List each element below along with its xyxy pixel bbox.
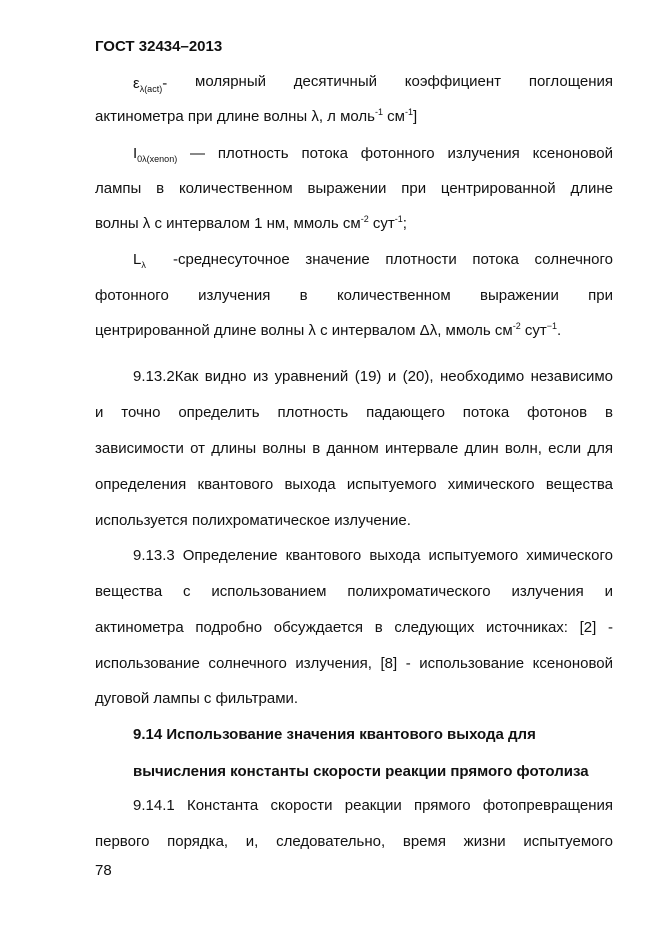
i0-symbol: $I_{0\lambda(xenon)}$ xyxy=(133,145,178,164)
p9132-line4: определения квантового выхода испытуемого химического вещества xyxy=(95,476,613,493)
p9132-line5: используется полихроматическое излучение. xyxy=(95,512,411,529)
p9133-line4: использование солнечного излучения, [8] - использование ксеноновой xyxy=(95,655,613,672)
document-header: ГОСТ 32434–2013 xyxy=(95,38,223,55)
p9132-line2: и точно определить плотность падающего потока фотонов в xyxy=(95,404,613,421)
p9132-line1: 9.13.2Как видно из уравнений (19) и (20), необходимо независимо xyxy=(133,368,613,385)
l-symbol: $L_\lambda$ xyxy=(133,251,146,270)
i0-def-line2: лампы в количественном выражении при центрированной длине xyxy=(95,180,613,197)
page-number: 78 xyxy=(95,862,112,879)
eps-symbol: $\varepsilon_{\lambda(act)}-$ xyxy=(133,75,168,94)
section-914-title-line2: вычисления константы скорости реакции прямого фотолиза xyxy=(133,763,589,780)
l-def-line3: центрированной длине волны λ с интервалом Δλ, ммоль $см^{-2}$ сут$^{-1}$. xyxy=(95,321,562,339)
l-def-line2: фотонного излучения в количественном выражении при xyxy=(95,287,613,304)
i0-def-line3: волны λ с интервалом 1 нм, ммоль $см^{-2}$ сут$^{-1}$; xyxy=(95,214,407,232)
p9133-line5: дуговой лампы с фильтрами. xyxy=(95,690,299,707)
section-914-title-line1: 9.14 Использование значения квантового выхода для xyxy=(133,726,536,743)
l-def-line1: -среднесуточное значение плотности потока солнечного xyxy=(173,251,613,268)
p9141-line2: первого порядка, и, следовательно, время жизни испытуемого xyxy=(95,833,613,850)
i0-def-line1: — плотность потока фотонного излучения ксеноновой xyxy=(190,145,613,162)
p9133-line3: актинометра подробно обсуждается в следующих источниках: [2] - xyxy=(95,619,613,636)
p9132-line3: зависимости от длины волны в данном интервале длин волн, если для xyxy=(95,440,613,457)
p9141-line1: 9.14.1 Константа скорости реакции прямого фотопревращения xyxy=(133,797,613,814)
eps-def-line1: молярный десятичный коэффициент поглощения xyxy=(195,73,613,90)
p9133-line1: 9.13.3 Определение квантового выхода испытуемого химического xyxy=(133,547,613,564)
p9133-line2: вещества с использованием полихроматического излучения и xyxy=(95,583,613,600)
eps-def-line2: актинометра при длине волны λ, л моль$^{-1}$ $см^{-1}$] xyxy=(95,107,418,125)
